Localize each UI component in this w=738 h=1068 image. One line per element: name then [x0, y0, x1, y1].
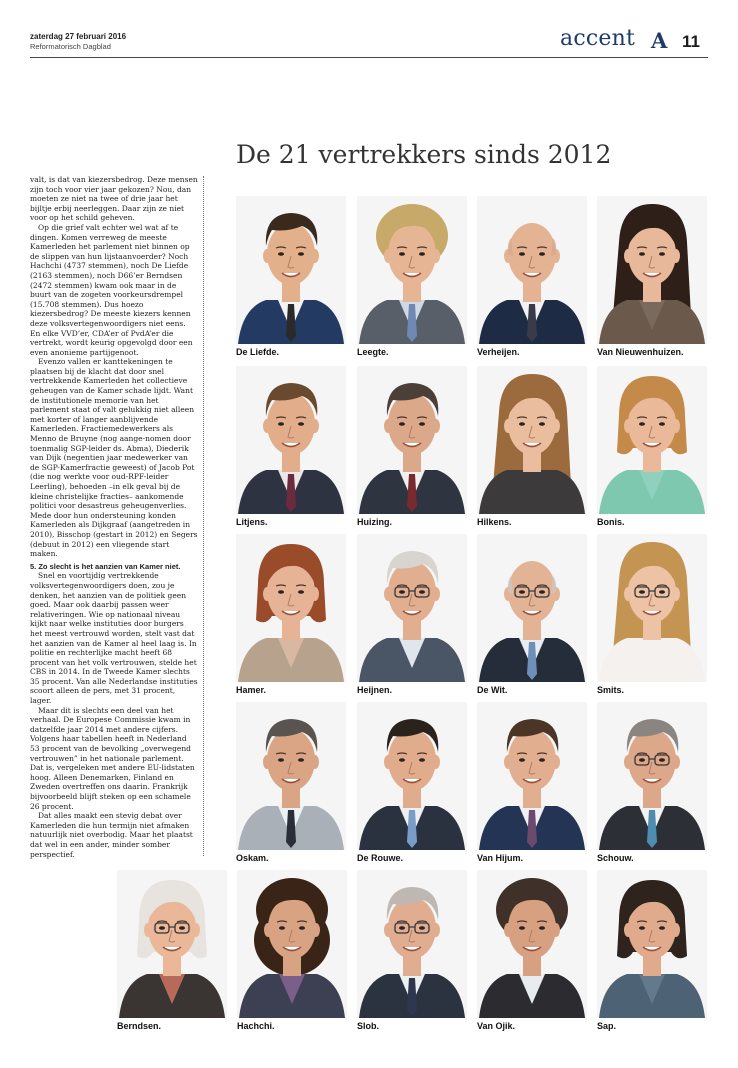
portrait-photo — [236, 702, 346, 850]
portrait-card — [357, 196, 467, 361]
portrait-photo — [597, 196, 707, 344]
portrait-photo — [357, 870, 467, 1018]
portrait-caption: De Liefde. — [236, 347, 280, 357]
portrait-photo — [597, 702, 707, 850]
portrait-caption: De Rouwe. — [357, 853, 404, 863]
portrait-caption: Hilkens. — [477, 517, 512, 527]
portrait-caption: Berndsen. — [117, 1021, 162, 1031]
portrait-caption: Schouw. — [597, 853, 634, 863]
portrait-card — [237, 870, 347, 1035]
portrait-photo — [236, 366, 346, 514]
portrait-card — [477, 196, 587, 361]
portrait-photo — [237, 870, 347, 1018]
article-paragraph: Evenzo vallen er kanttekeningen te plaatsen bij de klacht dat door snel vertrekkende Kamerleden het collectieve geheugen van de Kamer schade lijdt. Want de institutionele memorie van het parlement staat of valt gelukkig niet alleen met korter of langer aanblijvende Kamerleden. Fractiemedewerkers als Menno de Bruyne (nog aange-nomen door toenmalig SGP-leider ds. Abma), Diederik van Dijk (negentien jaar medewerker van de SGP-Kamerfractie geweest) of Jacob Pot (die nog werkte voor oud-RPF-leider Leerling), behoeden –in elk geval bij de kleine christelijke fracties– aankomende politici voor desastreus geheugenverlies. Mede door hun ondersteuning konden Kamerleden als Dijkgraaf (aangetreden in 2010), Bisschop (gestart in 2012) en Segers (debuut in 2012) een vliegende start maken. — [30, 357, 198, 559]
article-paragraph: Snel en voortijdig vertrekkende volksvertegenwoordigers doen, zou je denken, het aanzien van de politiek geen goed. Maar ook daarbij passen weer relativeringen. Wie op nationaal niveau kijkt naar welke instituties door burgers het meest vertrouwd worden, stelt vast dat het aanzien van de Kamer al heel laag is. In politie en rechterlijke macht heeft 68 procent van het volk vertrouwen, stelde het CBS in 2014. In de Tweede Kamer slechts 35 procent. Van alle Nederlandse instituties scoort alleen de pers, met 31 procent, lager. — [30, 571, 198, 706]
portrait-card — [236, 534, 346, 699]
issue-date: zaterdag 27 februari 2016 — [30, 32, 127, 41]
portrait-card — [597, 702, 707, 867]
portrait-card — [477, 870, 587, 1035]
portrait-caption: Van Ojik. — [477, 1021, 516, 1031]
headline: De 21 vertrekkers sinds 2012 — [236, 140, 612, 169]
portrait-photo — [357, 534, 467, 682]
portrait-photo — [357, 702, 467, 850]
article-paragraph: valt, is dat van kiezersbedrog. Deze mensen zijn toch voor vier jaar gekozen? Nou, dan moeten ze niet na twee of drie jaar het bijltje erbij neerleggen. Daar zijn ze niet voor op het schild geheven. — [30, 175, 198, 223]
newspaper-name: Reformatorisch Dagblad — [30, 42, 111, 51]
portrait-caption: Van Hijum. — [477, 853, 524, 863]
portrait-caption: De Wit. — [477, 685, 508, 695]
portrait-caption: Smits. — [597, 685, 625, 695]
portrait-card — [236, 702, 346, 867]
article-subheading: 5. Zo slecht is het aanzien van Kamer niet. — [30, 561, 181, 571]
portrait-card — [117, 870, 227, 1035]
portrait-card — [597, 534, 707, 699]
article-paragraph: Op die grief valt echter wel wat af te dingen. Komen verreweg de meeste Kamerleden het parlement niet binnen op de slippen van hun lijstaanvoerder? Noch Hachchi (4737 stemmen), noch De Liefde (2163 stemmen), noch D66’er Berndsen (2472 stemmen) kwam ook maar in de buurt van de zogeten voorkeursdrempel (15.708 stemmen). Dus hoezo kiezersbedrog? De meeste kiezers kennen deze volksvertegenwoordigers niet eens. En elke VVD’er, CDA’er of PvdA’er die vertrekt, wordt keurig opgevolgd door een even anonieme partijgenoot. — [30, 222, 193, 357]
portrait-photo — [236, 534, 346, 682]
section-title: accent — [560, 26, 635, 51]
portrait-card — [357, 702, 467, 867]
portrait-caption: Heijnen. — [357, 685, 393, 695]
portrait-card — [236, 196, 346, 361]
portrait-caption: Huizing. — [357, 517, 392, 527]
portrait-card — [477, 702, 587, 867]
portrait-photo — [357, 366, 467, 514]
portrait-photo — [236, 196, 346, 344]
portrait-photo — [477, 702, 587, 850]
portrait-card — [236, 366, 346, 531]
portrait-caption: Van Nieuwenhuizen. — [597, 347, 684, 357]
portrait-card — [597, 196, 707, 361]
portrait-caption: Hachchi. — [237, 1021, 275, 1031]
portrait-photo — [597, 870, 707, 1018]
portrait-photo — [357, 196, 467, 344]
portrait-caption: Bonis. — [597, 517, 625, 527]
page-number: 11 — [682, 32, 700, 51]
portrait-caption: Leegte. — [357, 347, 389, 357]
portrait-photo — [117, 870, 227, 1018]
portrait-card — [357, 534, 467, 699]
portrait-caption: Sap. — [597, 1021, 617, 1031]
portrait-photo — [477, 534, 587, 682]
portrait-photo — [597, 366, 707, 514]
portrait-photo — [477, 196, 587, 344]
portrait-photo — [597, 534, 707, 682]
portrait-card — [357, 870, 467, 1035]
article-paragraph: Dat alles maakt een stevig debat over Kamerleden die hun termijn niet afmaken natuurlijk niet overbodig. Maar het plaatst dat wel in een ander, minder somber perspectief. — [30, 811, 193, 859]
portrait-caption: Litjens. — [236, 517, 268, 527]
portrait-card — [597, 366, 707, 531]
portrait-card — [597, 870, 707, 1035]
portrait-caption: Hamer. — [236, 685, 267, 695]
portrait-card — [477, 534, 587, 699]
portrait-caption: Verheijen. — [477, 347, 520, 357]
portrait-card — [357, 366, 467, 531]
portrait-card — [477, 366, 587, 531]
portrait-photo — [477, 870, 587, 1018]
section-logo: A — [651, 28, 668, 53]
article-paragraph: Maar dit is slechts een deel van het verhaal. De Europese Commissie kwam in datzelfde jaar 2014 met andere cijfers. Volgens haar tabellen heeft in Nederland 53 procent van de bevolking „overwegend vertrouwen” in het nationale parlement. Dat is, vergeleken met andere EU-lidstaten hoog. Alleen Denemarken, Finland en Zweden overtreffen ons daarin. Frankrijk bijvoorbeeld blijft steken op een schamele 26 procent. — [30, 705, 195, 811]
portrait-caption: Oskam. — [236, 853, 269, 863]
portrait-photo — [477, 366, 587, 514]
portrait-caption: Slob. — [357, 1021, 379, 1031]
